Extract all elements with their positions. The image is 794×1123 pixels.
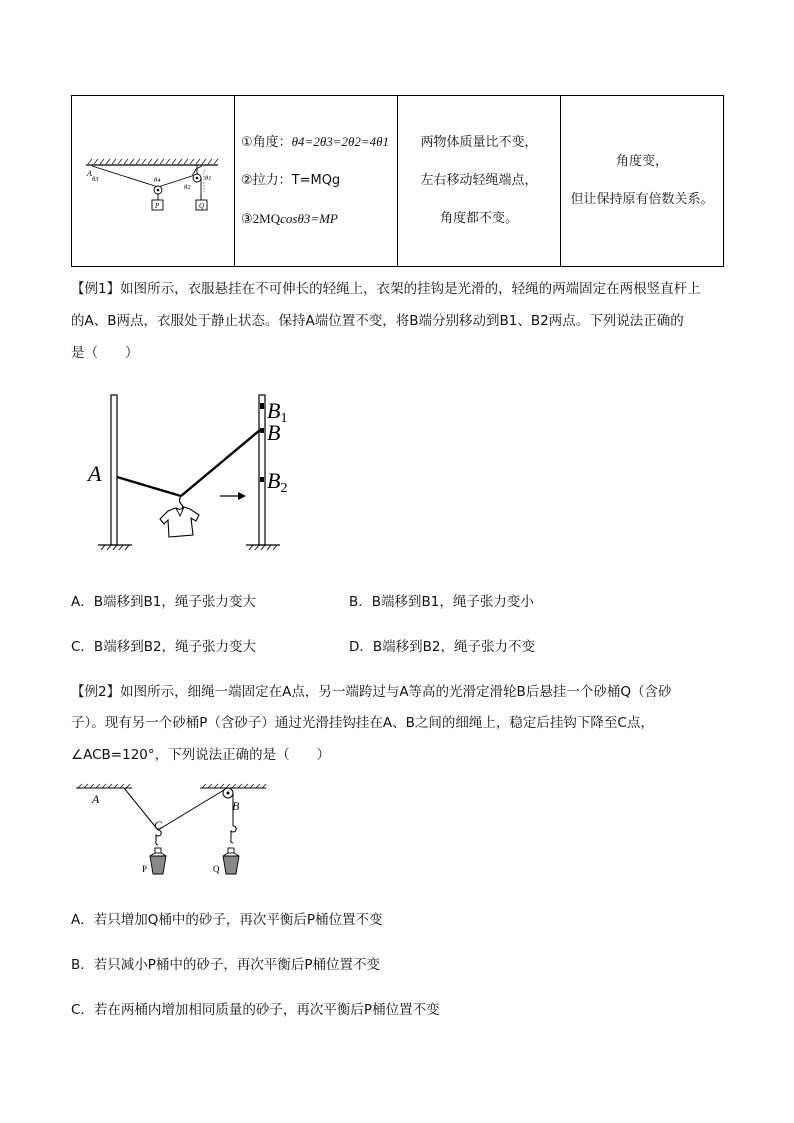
label-q: Q (199, 202, 205, 210)
example2-option-a[interactable]: A．若只增加Q桶中的砂子，再次平衡后P桶位置不变 (71, 912, 383, 928)
example1-option-a[interactable]: A．B端移到B1，绳子张力变大 (71, 594, 256, 610)
label-p: P (155, 202, 160, 210)
label-theta1: θ1 (205, 175, 212, 182)
label-theta4: θ4 (154, 177, 161, 184)
left-pole (111, 395, 117, 545)
example2-stem-line3: ∠ACB=120°，下列说法正确的是（ ） (71, 747, 331, 763)
relation-tension: ②拉力：T=MQg (241, 173, 341, 188)
table-cell-figure (72, 96, 235, 267)
example2-stem-line1: 【例2】如图所示，细绳一端固定在A点，另一端跨过与A等高的光滑定滑轮B后悬挂一个砂桶Q（含砂 (71, 684, 672, 700)
example1-option-b[interactable]: B．B端移到B1，绳子张力变小 (349, 594, 534, 610)
example2-option-c[interactable]: C．若在两桶内增加相同质量的砂子，再次平衡后P桶位置不变 (71, 1002, 440, 1018)
bucket-q (223, 856, 239, 874)
label-c: C (154, 818, 163, 832)
bucket-p (150, 856, 166, 874)
sandbucket-figure (70, 778, 270, 882)
label-b2: B2 (267, 468, 288, 496)
example1-stem-line3: 是（ ） (71, 345, 139, 361)
label-theta2: θ2 (184, 184, 191, 191)
table-cell-note2: 角度变， 但让保持原有倍数关系。 (561, 96, 724, 267)
example1-option-d[interactable]: D．B端移到B2，绳子张力不变 (349, 639, 536, 655)
relation-angle: ①角度：θ4=2θ3=2θ2=4θ1 (241, 134, 390, 150)
example1-stem-line2: 的A、B两点，衣服处于静止状态。保持A端位置不变，将B端分别移动到B1、B2两点。下列说法正确的 (71, 313, 684, 329)
label-b1: B1 (267, 398, 288, 426)
rope-left (117, 477, 181, 496)
table-cell-note1: 两物体质量比不变， 左右移动轻绳端点， 角度都不变。 (398, 96, 561, 267)
summary-table (71, 95, 724, 267)
label-b: B (267, 420, 281, 445)
pulley-figure (72, 96, 233, 266)
label-q: Q (213, 864, 220, 874)
example1-option-c[interactable]: C．B端移到B2，绳子张力变大 (71, 639, 257, 655)
shirt-icon (160, 507, 199, 537)
table-cell-relations (235, 96, 398, 267)
clothesline-figure (80, 385, 320, 555)
label-theta3: θ3 (92, 176, 99, 183)
rope-right (181, 430, 260, 496)
label-a: A (87, 169, 92, 178)
relation-mass: ③2MQcosθ3=MP (241, 211, 338, 226)
label-a: A (88, 461, 102, 486)
right-pole (259, 395, 265, 545)
example1-stem-line1: 【例1】如图所示，衣服悬挂在不可伸长的轻绳上，衣架的挂钩是光滑的，轻绳的两端固定在两根竖直杆上 (71, 281, 701, 297)
example2-stem-line2: 子）。现有另一个砂桶P（含砂子）通过光滑挂钩挂在A、B之间的细绳上，稳定后挂钩下降至C点， (71, 715, 654, 731)
example2-option-b[interactable]: B．若只减小P桶中的砂子，再次平衡后P桶位置不变 (71, 957, 381, 973)
rope (92, 166, 158, 187)
label-a: A (92, 792, 100, 806)
label-b: B (232, 799, 240, 813)
label-p: P (142, 864, 148, 874)
table-row (72, 96, 724, 267)
